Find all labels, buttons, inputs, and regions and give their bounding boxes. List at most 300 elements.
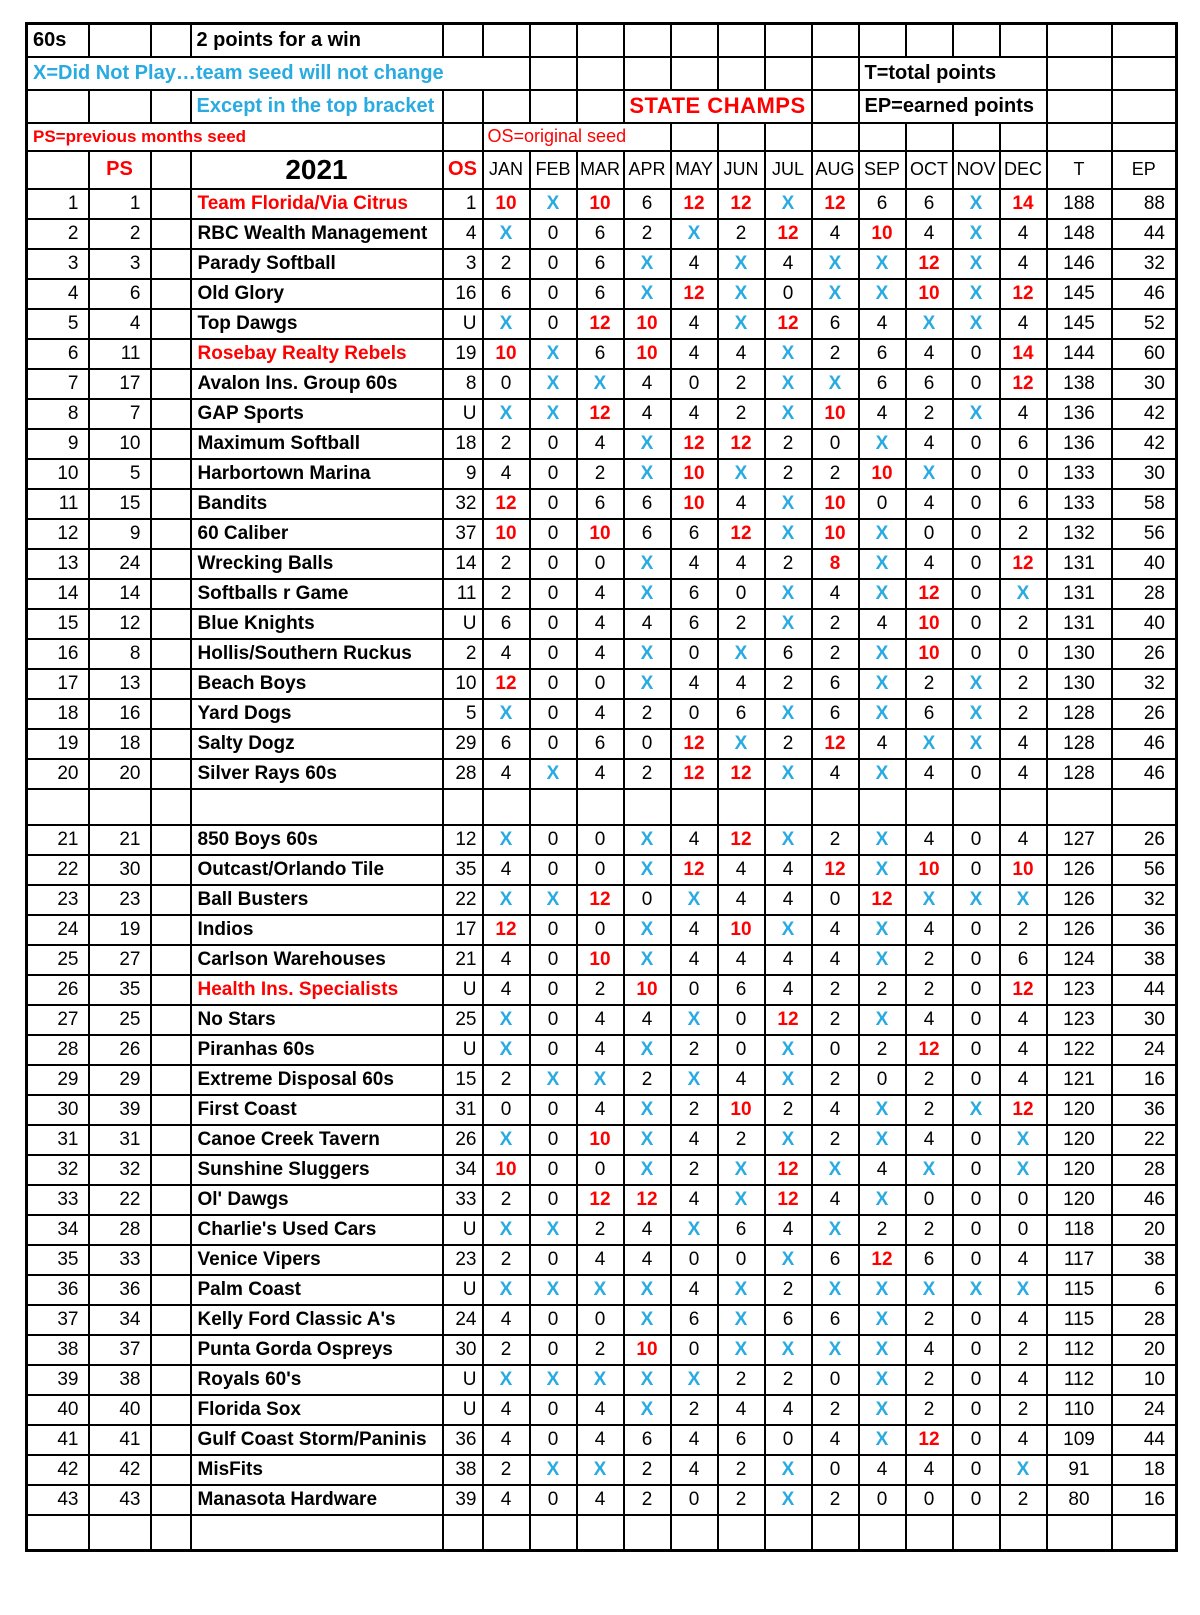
- empty-cell: [27, 789, 89, 825]
- empty-cell: [906, 123, 953, 151]
- original-seed-cell: 12: [443, 825, 483, 855]
- month-cell-aug: 4: [812, 915, 859, 945]
- earned-points-cell: 30: [1112, 459, 1177, 489]
- did-not-play-note: X=Did Not Play…team seed will not change: [27, 57, 530, 90]
- month-cell-mar: 4: [577, 1005, 624, 1035]
- month-cell-nov: 0: [953, 549, 1000, 579]
- month-cell-jan: 2: [483, 549, 530, 579]
- month-cell-jun: 0: [718, 1245, 765, 1275]
- month-cell-feb: 0: [530, 855, 577, 885]
- month-cell-apr: 6: [624, 489, 671, 519]
- month-cell-feb: 0: [530, 699, 577, 729]
- month-cell-apr: X: [624, 1095, 671, 1125]
- empty-cell: [765, 24, 812, 57]
- month-cell-dec: 2: [1000, 669, 1047, 699]
- team-row: [27, 579, 1177, 609]
- team-row: [27, 699, 1177, 729]
- month-cell-apr: 4: [624, 1005, 671, 1035]
- original-seed-cell: U: [443, 1365, 483, 1395]
- month-cell-jul: X: [765, 579, 812, 609]
- previous-seed-cell: 37: [89, 1335, 151, 1365]
- empty-cell: [1047, 789, 1112, 825]
- total-points-cell: 131: [1047, 549, 1112, 579]
- month-cell-oct: 2: [906, 1215, 953, 1245]
- month-cell-dec: 6: [1000, 945, 1047, 975]
- spacer-cell: [151, 975, 191, 1005]
- total-points-cell: 126: [1047, 915, 1112, 945]
- rank-cell: 15: [27, 609, 89, 639]
- earned-points-cell: 10: [1112, 1365, 1177, 1395]
- month-cell-feb: 0: [530, 549, 577, 579]
- empty-cell: [671, 789, 718, 825]
- team-name-cell: Avalon Ins. Group 60s: [191, 369, 443, 399]
- original-seed-cell: 36: [443, 1425, 483, 1455]
- rank-cell: 11: [27, 489, 89, 519]
- month-cell-may: 0: [671, 699, 718, 729]
- month-cell-dec: 0: [1000, 1215, 1047, 1245]
- month-cell-aug: X: [812, 1335, 859, 1365]
- empty-cell: [1047, 24, 1112, 57]
- month-cell-may: 12: [671, 429, 718, 459]
- earned-points-cell: 28: [1112, 1155, 1177, 1185]
- month-cell-sep: X: [859, 549, 906, 579]
- spacer-cell: [151, 219, 191, 249]
- original-seed-cell: 26: [443, 1125, 483, 1155]
- month-cell-may: 0: [671, 975, 718, 1005]
- month-cell-jun: 0: [718, 1005, 765, 1035]
- earned-points-cell: 42: [1112, 429, 1177, 459]
- month-cell-apr: 4: [624, 369, 671, 399]
- month-cell-oct: 0: [906, 1185, 953, 1215]
- month-cell-jan: X: [483, 1275, 530, 1305]
- earned-points-cell: 16: [1112, 1485, 1177, 1515]
- spacer-cell: [151, 609, 191, 639]
- month-cell-may: 0: [671, 1485, 718, 1515]
- team-row: [27, 489, 1177, 519]
- month-cell-oct: 2: [906, 1065, 953, 1095]
- earned-points-cell: 32: [1112, 249, 1177, 279]
- previous-seed-cell: 5: [89, 459, 151, 489]
- month-cell-nov: 0: [953, 975, 1000, 1005]
- rank-cell: 23: [27, 885, 89, 915]
- month-cell-dec: 4: [1000, 1005, 1047, 1035]
- month-cell-feb: 0: [530, 219, 577, 249]
- month-cell-oct: X: [906, 1155, 953, 1185]
- team-row: [27, 729, 1177, 759]
- team-row: [27, 1125, 1177, 1155]
- team-row: [27, 1215, 1177, 1245]
- month-cell-jul: X: [765, 399, 812, 429]
- month-cell-apr: 6: [624, 1425, 671, 1455]
- month-cell-jun: 12: [718, 825, 765, 855]
- empty-cell: [1112, 57, 1177, 90]
- team-row: [27, 1395, 1177, 1425]
- month-cell-oct: 12: [906, 1035, 953, 1065]
- month-cell-apr: X: [624, 579, 671, 609]
- month-cell-aug: 0: [812, 1365, 859, 1395]
- month-cell-nov: 0: [953, 1125, 1000, 1155]
- month-cell-jan: 0: [483, 1095, 530, 1125]
- spacer-row: [27, 1515, 1177, 1551]
- empty-cell: [1047, 90, 1112, 123]
- empty-cell: [151, 24, 191, 57]
- total-points-cell: 144: [1047, 339, 1112, 369]
- month-cell-aug: 8: [812, 549, 859, 579]
- rank-cell: 22: [27, 855, 89, 885]
- rank-cell: 5: [27, 309, 89, 339]
- month-cell-may: X: [671, 1005, 718, 1035]
- original-seed-cell: 4: [443, 219, 483, 249]
- month-cell-feb: 0: [530, 1005, 577, 1035]
- month-cell-jun: X: [718, 1155, 765, 1185]
- spacer-cell: [151, 459, 191, 489]
- month-cell-dec: X: [1000, 1455, 1047, 1485]
- earned-points-cell: 42: [1112, 399, 1177, 429]
- team-row: [27, 945, 1177, 975]
- month-cell-aug: 0: [812, 1455, 859, 1485]
- month-cell-sep: X: [859, 1185, 906, 1215]
- empty-cell: [191, 1515, 443, 1551]
- original-seed-cell: 17: [443, 915, 483, 945]
- month-cell-jan: 12: [483, 669, 530, 699]
- earned-points-cell: 26: [1112, 639, 1177, 669]
- total-points-cell: 121: [1047, 1065, 1112, 1095]
- earned-points-cell: 38: [1112, 945, 1177, 975]
- team-name-cell: Ball Busters: [191, 885, 443, 915]
- month-cell-mar: X: [577, 369, 624, 399]
- month-cell-dec: X: [1000, 885, 1047, 915]
- team-row: [27, 1155, 1177, 1185]
- empty-cell: [812, 1515, 859, 1551]
- col-header-oct: OCT: [906, 151, 953, 189]
- month-cell-sep: X: [859, 1335, 906, 1365]
- team-row: [27, 399, 1177, 429]
- month-cell-nov: 0: [953, 1035, 1000, 1065]
- empty-cell: [953, 24, 1000, 57]
- month-cell-nov: 0: [953, 1155, 1000, 1185]
- empty-cell: [483, 24, 530, 57]
- total-points-cell: 115: [1047, 1305, 1112, 1335]
- empty-cell: [953, 123, 1000, 151]
- month-cell-may: 12: [671, 279, 718, 309]
- month-cell-sep: 4: [859, 1155, 906, 1185]
- empty-cell: [151, 1515, 191, 1551]
- team-row: [27, 1455, 1177, 1485]
- earned-points-cell: 56: [1112, 855, 1177, 885]
- month-cell-feb: 0: [530, 1035, 577, 1065]
- month-cell-jan: 2: [483, 429, 530, 459]
- month-cell-jun: 4: [718, 489, 765, 519]
- total-points-cell: 138: [1047, 369, 1112, 399]
- team-name-cell: Wrecking Balls: [191, 549, 443, 579]
- rank-cell: 24: [27, 915, 89, 945]
- total-points-cell: 133: [1047, 489, 1112, 519]
- month-cell-jun: 10: [718, 1095, 765, 1125]
- original-seed-cell: 35: [443, 855, 483, 885]
- team-name-cell: Kelly Ford Classic A's: [191, 1305, 443, 1335]
- month-cell-jul: X: [765, 699, 812, 729]
- empty-cell: [624, 57, 671, 90]
- earned-points-cell: 46: [1112, 1185, 1177, 1215]
- empty-cell: [718, 123, 765, 151]
- month-cell-jun: X: [718, 249, 765, 279]
- previous-seed-cell: 21: [89, 825, 151, 855]
- month-cell-apr: 10: [624, 1335, 671, 1365]
- spacer-cell: [151, 579, 191, 609]
- month-cell-nov: 0: [953, 945, 1000, 975]
- earned-points-cell: 18: [1112, 1455, 1177, 1485]
- empty-cell: [859, 24, 906, 57]
- month-cell-jun: 2: [718, 369, 765, 399]
- team-name-cell: Carlson Warehouses: [191, 945, 443, 975]
- month-cell-feb: 0: [530, 1305, 577, 1335]
- original-seed-cell: 11: [443, 579, 483, 609]
- month-cell-nov: X: [953, 279, 1000, 309]
- month-cell-mar: 4: [577, 1395, 624, 1425]
- month-cell-jan: X: [483, 1215, 530, 1245]
- month-cell-oct: 2: [906, 1365, 953, 1395]
- month-cell-apr: 4: [624, 399, 671, 429]
- month-cell-jan: 10: [483, 519, 530, 549]
- team-name-cell: Punta Gorda Ospreys: [191, 1335, 443, 1365]
- month-cell-dec: 4: [1000, 729, 1047, 759]
- month-cell-nov: 0: [953, 1215, 1000, 1245]
- month-cell-dec: 2: [1000, 699, 1047, 729]
- month-cell-jun: X: [718, 639, 765, 669]
- standings-table: [25, 22, 1178, 1552]
- month-cell-sep: 0: [859, 1485, 906, 1515]
- month-cell-dec: 2: [1000, 915, 1047, 945]
- previous-seed-cell: 23: [89, 885, 151, 915]
- team-row: [27, 1035, 1177, 1065]
- month-cell-sep: 2: [859, 1215, 906, 1245]
- month-cell-sep: 12: [859, 1245, 906, 1275]
- total-points-cell: 130: [1047, 669, 1112, 699]
- original-seed-cell: 28: [443, 759, 483, 789]
- rank-cell: 1: [27, 189, 89, 219]
- month-cell-may: 4: [671, 249, 718, 279]
- col-header-nov: NOV: [953, 151, 1000, 189]
- original-seed-cell: 3: [443, 249, 483, 279]
- month-cell-dec: 4: [1000, 399, 1047, 429]
- total-points-cell: 126: [1047, 855, 1112, 885]
- month-cell-apr: 4: [624, 1245, 671, 1275]
- previous-seed-cell: 28: [89, 1215, 151, 1245]
- month-cell-dec: 4: [1000, 1065, 1047, 1095]
- month-cell-aug: 4: [812, 219, 859, 249]
- month-cell-nov: 0: [953, 579, 1000, 609]
- spacer-cell: [151, 1125, 191, 1155]
- month-cell-dec: 4: [1000, 1305, 1047, 1335]
- month-cell-may: 4: [671, 1455, 718, 1485]
- empty-cell: [483, 90, 530, 123]
- month-cell-oct: 0: [906, 1485, 953, 1515]
- month-cell-oct: 4: [906, 429, 953, 459]
- month-cell-jan: 4: [483, 975, 530, 1005]
- earned-points-cell: 40: [1112, 549, 1177, 579]
- empty-cell: [812, 123, 859, 151]
- empty-cell: [151, 151, 191, 189]
- empty-cell: [27, 151, 89, 189]
- month-cell-oct: 4: [906, 1125, 953, 1155]
- month-cell-oct: 6: [906, 1245, 953, 1275]
- team-name-cell: First Coast: [191, 1095, 443, 1125]
- month-cell-jan: 2: [483, 249, 530, 279]
- original-seed-cell: 9: [443, 459, 483, 489]
- month-cell-nov: 0: [953, 1395, 1000, 1425]
- col-header-feb: FEB: [530, 151, 577, 189]
- month-cell-jul: X: [765, 825, 812, 855]
- previous-seed-cell: 36: [89, 1275, 151, 1305]
- month-cell-dec: 14: [1000, 189, 1047, 219]
- month-cell-feb: 0: [530, 579, 577, 609]
- month-cell-aug: 2: [812, 825, 859, 855]
- month-cell-mar: 4: [577, 1035, 624, 1065]
- team-row: [27, 279, 1177, 309]
- month-cell-jul: 4: [765, 1395, 812, 1425]
- month-cell-jun: 12: [718, 759, 765, 789]
- previous-seed-cell: 8: [89, 639, 151, 669]
- month-cell-jun: 12: [718, 519, 765, 549]
- month-cell-jan: 4: [483, 855, 530, 885]
- team-row: [27, 975, 1177, 1005]
- previous-seed-cell: 20: [89, 759, 151, 789]
- spacer-cell: [151, 639, 191, 669]
- spacer-cell: [151, 1455, 191, 1485]
- month-cell-sep: 4: [859, 609, 906, 639]
- rank-cell: 42: [27, 1455, 89, 1485]
- empty-cell: [765, 789, 812, 825]
- month-cell-feb: 0: [530, 249, 577, 279]
- month-cell-apr: 2: [624, 1455, 671, 1485]
- total-points-cell: 131: [1047, 579, 1112, 609]
- earned-points-cell: 44: [1112, 1425, 1177, 1455]
- original-seed-cell: 23: [443, 1245, 483, 1275]
- original-seed-note: OS=original seed: [483, 123, 671, 151]
- header-row-4: [27, 123, 1177, 151]
- team-row: [27, 1005, 1177, 1035]
- month-cell-mar: 6: [577, 729, 624, 759]
- month-cell-apr: 6: [624, 519, 671, 549]
- month-cell-feb: 0: [530, 1125, 577, 1155]
- month-cell-jun: 4: [718, 1065, 765, 1095]
- original-seed-cell: 34: [443, 1155, 483, 1185]
- month-cell-jan: X: [483, 825, 530, 855]
- month-cell-may: 2: [671, 1095, 718, 1125]
- month-cell-nov: 0: [953, 609, 1000, 639]
- empty-cell: [1000, 123, 1047, 151]
- team-row: [27, 855, 1177, 885]
- col-header-jan: JAN: [483, 151, 530, 189]
- month-cell-apr: X: [624, 459, 671, 489]
- month-cell-jun: X: [718, 1335, 765, 1365]
- team-row: [27, 369, 1177, 399]
- team-name-cell: Bandits: [191, 489, 443, 519]
- month-cell-oct: 10: [906, 639, 953, 669]
- empty-cell: [812, 24, 859, 57]
- col-header-apr: APR: [624, 151, 671, 189]
- month-cell-jun: 2: [718, 399, 765, 429]
- rank-cell: 19: [27, 729, 89, 759]
- total-points-cell: 123: [1047, 975, 1112, 1005]
- month-cell-jun: 2: [718, 609, 765, 639]
- month-cell-sep: X: [859, 1005, 906, 1035]
- spacer-cell: [151, 279, 191, 309]
- rank-cell: 7: [27, 369, 89, 399]
- month-cell-mar: X: [577, 1065, 624, 1095]
- month-cell-jun: X: [718, 729, 765, 759]
- month-cell-dec: 4: [1000, 759, 1047, 789]
- rank-cell: 37: [27, 1305, 89, 1335]
- original-seed-cell: U: [443, 309, 483, 339]
- month-cell-oct: 2: [906, 1305, 953, 1335]
- col-header-aug: AUG: [812, 151, 859, 189]
- month-cell-jan: 10: [483, 189, 530, 219]
- month-cell-jul: 12: [765, 1005, 812, 1035]
- month-cell-apr: 10: [624, 975, 671, 1005]
- month-cell-may: X: [671, 885, 718, 915]
- month-cell-aug: 4: [812, 759, 859, 789]
- month-cell-jul: X: [765, 519, 812, 549]
- rank-cell: 2: [27, 219, 89, 249]
- team-row: [27, 609, 1177, 639]
- rank-cell: 16: [27, 639, 89, 669]
- rank-cell: 3: [27, 249, 89, 279]
- col-header-ps: PS: [89, 151, 151, 189]
- month-cell-jul: X: [765, 369, 812, 399]
- col-header-total: T: [1047, 151, 1112, 189]
- team-name-cell: Maximum Softball: [191, 429, 443, 459]
- month-cell-jul: 0: [765, 279, 812, 309]
- month-cell-jun: 6: [718, 1215, 765, 1245]
- month-cell-mar: 0: [577, 825, 624, 855]
- earned-points-cell: 46: [1112, 279, 1177, 309]
- empty-cell: [671, 57, 718, 90]
- month-cell-feb: 0: [530, 1395, 577, 1425]
- rank-cell: 4: [27, 279, 89, 309]
- month-cell-nov: X: [953, 885, 1000, 915]
- spacer-cell: [151, 1395, 191, 1425]
- previous-seed-cell: 35: [89, 975, 151, 1005]
- month-cell-nov: 0: [953, 429, 1000, 459]
- header-row-1: [27, 24, 1177, 57]
- month-cell-jun: 4: [718, 885, 765, 915]
- total-points-cell: 115: [1047, 1275, 1112, 1305]
- month-cell-may: 6: [671, 609, 718, 639]
- team-name-cell: Extreme Disposal 60s: [191, 1065, 443, 1095]
- month-cell-dec: X: [1000, 1125, 1047, 1155]
- month-cell-jul: 4: [765, 249, 812, 279]
- month-cell-aug: X: [812, 1275, 859, 1305]
- previous-seed-cell: 18: [89, 729, 151, 759]
- spacer-cell: [151, 885, 191, 915]
- team-row: [27, 1425, 1177, 1455]
- previous-seed-cell: 13: [89, 669, 151, 699]
- month-cell-jul: 12: [765, 219, 812, 249]
- team-row: [27, 1365, 1177, 1395]
- month-cell-apr: X: [624, 1125, 671, 1155]
- original-seed-cell: U: [443, 1215, 483, 1245]
- month-cell-jul: X: [765, 1245, 812, 1275]
- empty-cell: [671, 1515, 718, 1551]
- team-name-cell: Blue Knights: [191, 609, 443, 639]
- month-cell-nov: 0: [953, 759, 1000, 789]
- month-cell-jan: 4: [483, 1485, 530, 1515]
- team-name-cell: Royals 60's: [191, 1365, 443, 1395]
- month-cell-jul: 2: [765, 1365, 812, 1395]
- team-name-cell: Beach Boys: [191, 669, 443, 699]
- month-cell-sep: X: [859, 639, 906, 669]
